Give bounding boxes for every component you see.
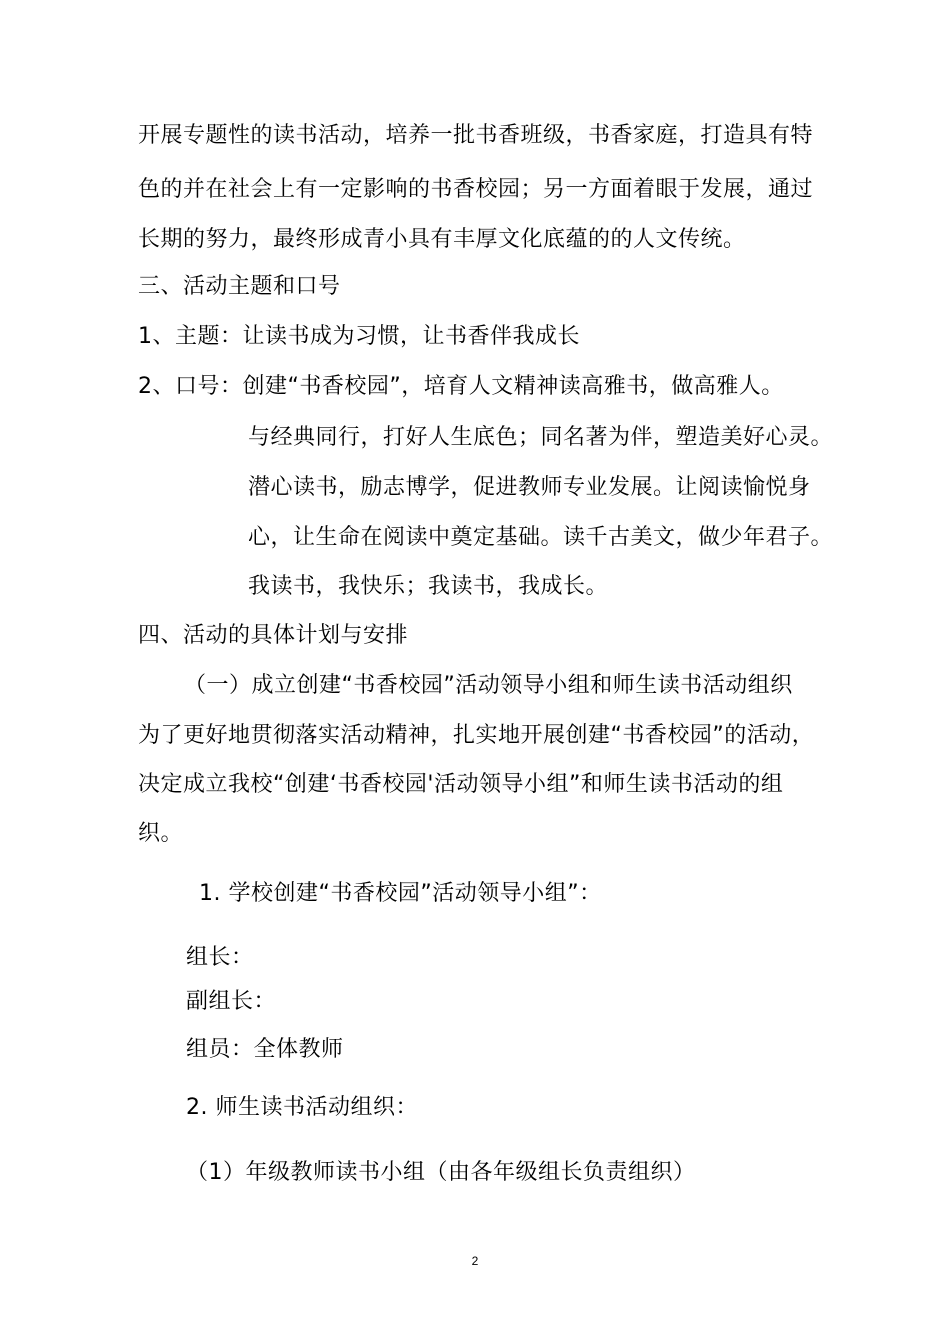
- list-item: 2. 师生读书活动组织：: [186, 1095, 418, 1120]
- paragraph-line: 为了更好地贯彻落实活动精神，扎实地开展创建“书香校园”的活动，: [138, 723, 815, 748]
- section-heading: 四、活动的具体计划与安排: [138, 623, 409, 648]
- paragraph-line: 决定成立我校“创建‘书香校园'活动领导小组”和师生读书活动的组: [138, 772, 784, 797]
- paragraph-line: 织。: [138, 821, 184, 846]
- slogan-line: 2、口号：创建“书香校园”，培育人文精神读高雅书，做高雅人。: [138, 374, 784, 399]
- subsection-heading: （一）成立创建“书香校园”活动领导小组和师生读书活动组织: [184, 673, 793, 698]
- slogan-line: 我读书，我快乐；我读书，我成长。: [248, 574, 609, 599]
- slogan-line: 潜心读书，励志博学，促进教师专业发展。让阅读愉悦身: [248, 475, 811, 500]
- role-line: 组员：全体教师: [186, 1037, 344, 1062]
- paragraph-line: 长期的努力，最终形成青小具有丰厚文化底蕴的的人文传统。: [138, 227, 746, 252]
- theme-line: 1、主题：让读书成为习惯，让书香伴我成长: [138, 324, 580, 349]
- page-number: 2: [471, 1254, 479, 1268]
- slogan-line: 心，让生命在阅读中奠定基础。读千古美文，做少年君子。: [248, 525, 834, 550]
- role-line: 组长：: [186, 945, 254, 970]
- paragraph-line: 色的并在社会上有一定影响的书香校园；另一方面着眼于发展，通过: [138, 177, 814, 202]
- list-item: 1. 学校创建“书香校园”活动领导小组”：: [199, 881, 602, 906]
- slogan-line: 与经典同行，打好人生底色；同名著为伴，塑造美好心灵。: [248, 425, 834, 450]
- list-item: （1）年级教师读书小组（由各年级组长负责组织）: [186, 1160, 696, 1185]
- paragraph-line: 开展专题性的读书活动，培养一批书香班级，书香家庭，打造具有特: [138, 123, 814, 148]
- section-heading: 三、活动主题和口号: [138, 274, 341, 299]
- role-line: 副组长：: [186, 989, 277, 1014]
